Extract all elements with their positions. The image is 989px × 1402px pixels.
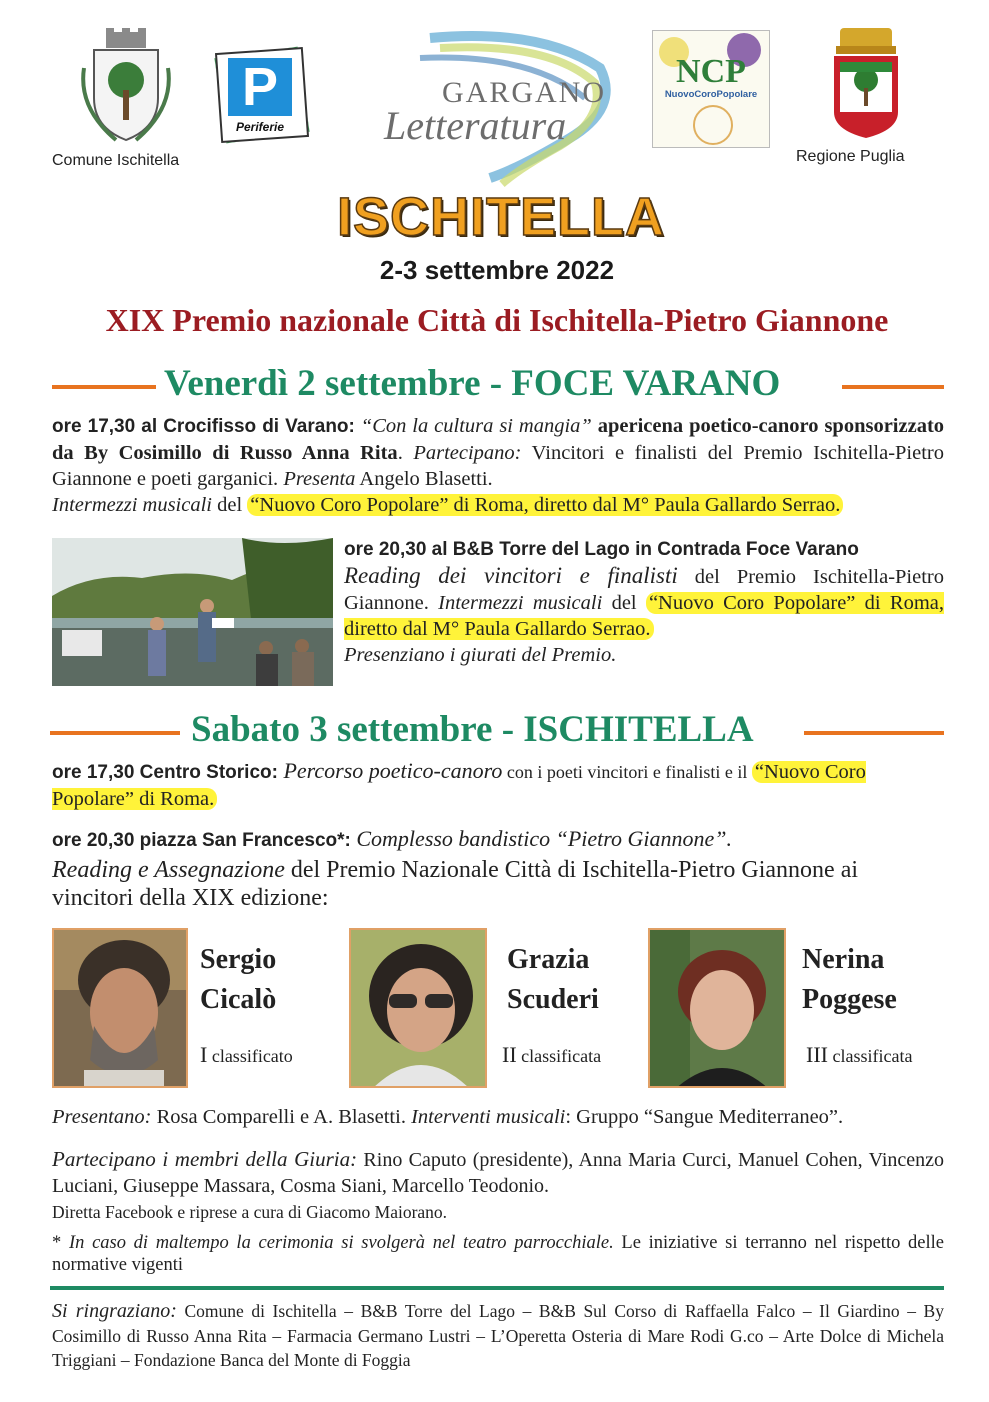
day1-event2-presenziano: Presenziano i giurati del Premio. [344, 644, 617, 666]
day1-event1-presenta-label: Presenta [283, 468, 356, 490]
day1-event2-highlight: “Nuovo Coro Popolare” di Roma, diretto dal M° Paula Gallardo Serrao. [344, 592, 945, 640]
day2-event1-text: con i poeti vincitori e finalisti e il [502, 762, 752, 782]
maltempo-note [52, 1232, 944, 1276]
maltempo-label: In caso di maltempo la cerimonia si svolgerà nel teatro parrocchiale. [68, 1233, 614, 1253]
day2-event2 [52, 826, 944, 854]
day1-event2-intermezzi-label: Intermezzi musicali [438, 592, 603, 614]
giuria-paragraph [52, 1146, 944, 1199]
presentano-text: Rosa Comparelli e A. Blasetti. [151, 1106, 412, 1128]
winner-2-rank-word: classificata [516, 1046, 602, 1066]
ncp-logo [652, 30, 770, 148]
regione-crest-logo [830, 24, 902, 140]
presentano-line [52, 1106, 944, 1129]
award-title: XIX Premio nazionale Città di Ischitella-Pietro Giannone [105, 302, 889, 338]
gargano-line1: GARGANO [442, 76, 606, 109]
day2-event1-highlight: “Nuovo Coro Popolare” di Roma. [52, 761, 866, 810]
winner-3-rank [806, 1042, 912, 1068]
giuria-text: Rino Caputo (presidente), Anna Maria Curci, Manuel Cohen, Vincenzo Luciani, Giuseppe Massara, Cosma Siani, Marcello Teodonio. [52, 1149, 945, 1197]
winner-3-rank-num: III [806, 1042, 828, 1067]
day1-event1-time: ore 17,30 al Crocifisso di Varano: [52, 416, 355, 437]
ncp-name: NuovoCoroPopolare [664, 89, 758, 100]
giuria-label: Partecipano i membri della Giuria: [52, 1147, 358, 1171]
winner-1-first: Sergio [200, 944, 277, 975]
lake-reading-photo [52, 538, 333, 686]
day2-event2-label: Complesso bandistico “Pietro Giannone”. [350, 826, 733, 851]
day2-event1-label: Percorso poetico-canoro [277, 758, 503, 783]
periferie-label: Periferie [235, 120, 285, 134]
day1-event1-kind: apericena poetico-canoro sponsorizzato da By Cosimillo di Russo Anna Rita [52, 415, 945, 464]
city-title: ISCHITELLA [337, 187, 665, 247]
maltempo-star: * [52, 1233, 69, 1253]
day2-reading [52, 856, 944, 912]
day2-event1 [52, 758, 944, 812]
day1-event1-intermezzi-label: Intermezzi musicali [52, 494, 212, 516]
winner-3-photo [648, 928, 786, 1088]
winner-3-rank-word: classificata [827, 1046, 913, 1066]
winner-1-rank-word: classificato [207, 1046, 293, 1066]
interventi-label: Interventi musicali [411, 1106, 566, 1128]
day2-reading-label: Reading e Assegnazione [52, 857, 285, 883]
day2-reading-text: del Premio Nazionale Città di Ischitella-Pietro Giannone ai vincitori della XIX edizione: [52, 857, 859, 911]
event-dates: 2-3 settembre 2022 [379, 255, 615, 285]
winner-3-last: Poggese [802, 984, 897, 1015]
winner-2-rank-num: II [502, 1042, 517, 1067]
winner-2-first: Grazia [507, 944, 590, 975]
day1-event1-intermezzi-del: del [212, 494, 248, 516]
ringraziano-text: Comune di Ischitella – B&B Torre del Lago – B&B Sul Corso di Raffaella Falco – Il Giardino – By Cosimillo di Russo Anna Rita – Farmacia Germano Lustri – L’Operetta Osteria di Mare Rodi G.co – Arte Dolce di Michela Triggiani – Fondazione Banca del Monte di Foggia [52, 1301, 944, 1370]
comune-caption: Comune Ischitella [52, 152, 180, 169]
day2-event1-time: ore 17,30 Centro Storico: [52, 762, 278, 783]
periferie-logo: P Periferie [212, 48, 312, 148]
day1-rule-left [52, 385, 156, 389]
interventi-text: : Gruppo “Sangue Mediterraneo”. [565, 1106, 844, 1128]
gargano-letteratura-logo [370, 28, 630, 188]
ncp-letters: NCP [676, 53, 746, 90]
day1-event1-partecipano: Vincitori e finalisti del Premio Ischitella-Pietro Giannone e poeti garganici. [52, 442, 944, 490]
day1-event2-time: ore 20,30 al B&B Torre del Lago in Contrada Foce Varano [344, 539, 859, 560]
day1-event1-presenta: Angelo Blasetti. [355, 468, 493, 490]
day2-rule-left [50, 731, 180, 735]
day1-rule-right [842, 385, 944, 389]
day1-event1-highlight: “Nuovo Coro Popolare” di Roma, diretto dal M° Paula Gallardo Serrao. [247, 494, 843, 516]
day2-title: Sabato 3 settembre - ISCHITELLA [191, 709, 754, 750]
day1-event2-intermezzi-del: del [602, 592, 646, 614]
ringraziano-label: Si ringraziano: [52, 1300, 177, 1322]
regione-caption: Regione Puglia [796, 148, 905, 165]
winner-2-last: Scuderi [507, 984, 599, 1015]
day1-event1 [52, 413, 944, 518]
day1-event2 [344, 536, 944, 668]
day1-title: Venerdì 2 settembre - FOCE VARANO [164, 363, 781, 404]
ringraziano-paragraph [52, 1299, 944, 1373]
day1-event2-reading-label: Reading dei vincitori e finalisti [344, 563, 678, 588]
winner-1-rank-num: I [200, 1042, 208, 1067]
day1-event2-reading-text: del Premio Ischitella-Pietro Giannone. [344, 566, 944, 614]
day1-event1-quote: “Con la cultura si mangia” [360, 415, 592, 437]
comune-crest-logo [76, 28, 176, 146]
footer-divider [50, 1286, 944, 1290]
day1-event1-sep: . [397, 442, 414, 464]
diretta-line: Diretta Facebook e riprese a cura di Giacomo Maiorano. [52, 1202, 448, 1222]
presentano-label: Presentano: [52, 1106, 152, 1128]
winner-1-rank [200, 1042, 293, 1068]
winner-1-last: Cicalò [200, 984, 277, 1015]
winner-1-photo [52, 928, 188, 1088]
maltempo-text: Le iniziative si terranno nel rispetto delle normative vigenti [52, 1233, 944, 1275]
winner-2-photo [349, 928, 487, 1088]
gargano-line2: Letteratura [384, 103, 567, 148]
winner-2-rank [502, 1042, 601, 1068]
winner-3-first: Nerina [802, 944, 885, 975]
day1-event1-partecipano-label: Partecipano: [413, 442, 522, 464]
day2-rule-right [804, 731, 944, 735]
day2-event2-time: ore 20,30 piazza San Francesco*: [52, 830, 351, 851]
